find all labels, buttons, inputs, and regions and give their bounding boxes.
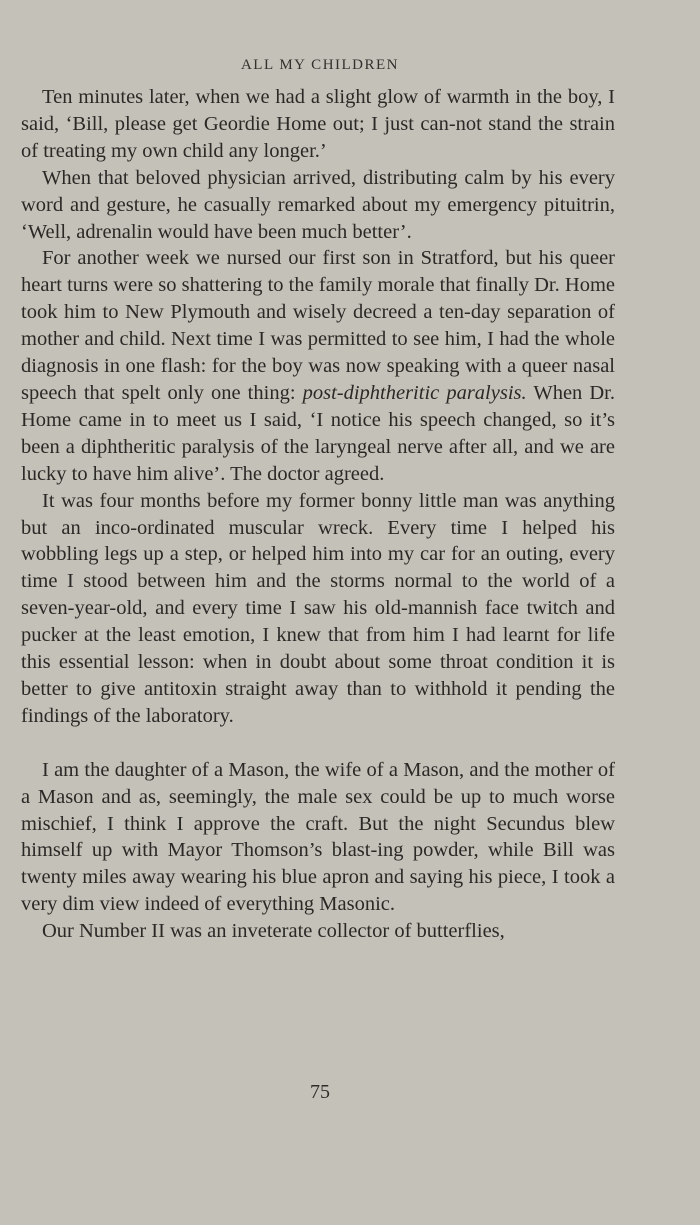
running-head: ALL MY CHILDREN <box>240 57 400 73</box>
body-text <box>21 84 615 945</box>
paragraph-3-part-1: For another week we nursed our first son in Stratford, but his queer heart turns were so shattering to the family morale that finally Dr. Home took him to New Plymouth and wisely decreed a ten-day separation of mother and child. Next time I was permitted to see him, I had the whole diagnosis in one flash: for the boy was now speaking with a queer nasal speech that spelt only one thing: <box>21 247 615 404</box>
paragraph-6: Our Number II was an inveterate collector of butterflies, <box>42 920 505 943</box>
italic-diagnosis: post-diphtheritic paralysis. <box>302 381 527 404</box>
paragraph-2: When that beloved physician arrived, distributing calm by his every word and gesture, he casually remarked about my emergency pituitrin, ‘Well, adrenalin would have been much better’. <box>21 166 615 243</box>
paragraph-4: It was four months before my former bonny little man was anything but an inco-ordinated muscular wreck. Every time I helped his wobbling legs up a step, or helped him into my car for an outing, every time I stood between him and the storms normal to the world of a seven-year-old, and every time I saw his old-mannish face twitch and pucker at the least emotion, I knew that from him I had learnt for life this essential lesson: when in doubt about some throat condition it is better to give antitoxin straight away than to withhold it pending the findings of the laboratory. <box>21 489 615 727</box>
paragraph-3-part-2: When Dr. Home came in to meet us I said, ‘I notice his speech changed, so it’s been a diphtheritic paralysis of the laryngeal nerve after all, and we are lucky to have him alive’. The doctor agreed. <box>21 381 616 485</box>
paragraph-5: I am the daughter of a Mason, the wife of a Mason, and the mother of a Mason and as, seemingly, the male sex could be up to much worse mischief, I think I approve the craft. But the night Secundus blew himself up with Mayor Thomson’s blast-ing powder, while Bill was twenty miles away wearing his blue apron and saying his piece, I took a very dim view indeed of everything Masonic. <box>21 758 615 916</box>
paragraph-1: Ten minutes later, when we had a slight glow of warmth in the boy, I said, ‘Bill, please get Geordie Home out; I just can-not stand the strain of treating my own child any longer.’ <box>21 86 615 162</box>
paragraph-3 <box>21 245 615 487</box>
page-number: 75 <box>310 1081 330 1103</box>
